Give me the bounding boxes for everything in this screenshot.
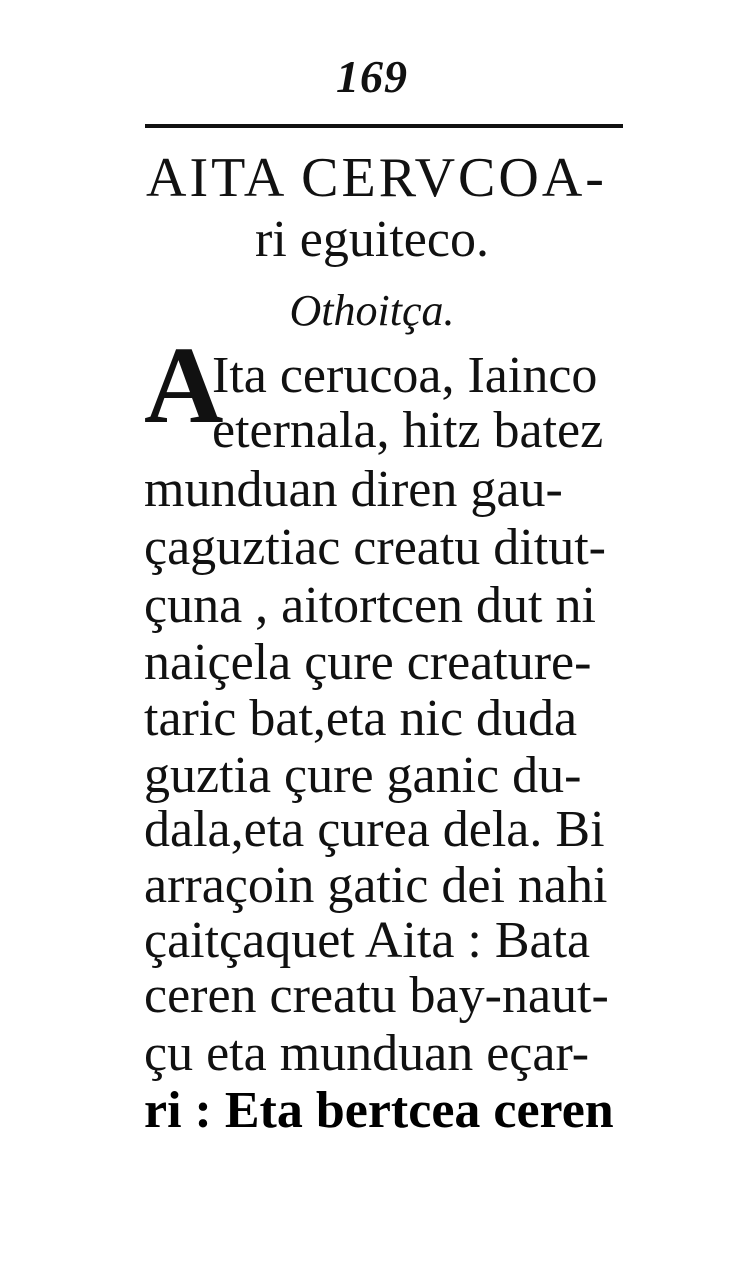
text-line: ceren creatu bay-naut- — [144, 967, 609, 1024]
header-rule — [145, 124, 623, 128]
text-line: munduan diren gau- — [144, 461, 563, 518]
drop-capital: A — [144, 324, 224, 446]
text-line: ri : Eta bertcea ceren — [144, 1082, 614, 1139]
text-line: çaitçaquet Aita : Bata — [144, 912, 591, 969]
text-line: arraçoin gatic dei nahi — [144, 857, 608, 914]
text-line: naiçela çure creature- — [144, 634, 592, 691]
text-line: Ita cerucoa, Iainco — [212, 347, 598, 404]
text-line: çuna , aitortcen dut ni — [144, 577, 596, 634]
section-heading: Othoitça. — [289, 286, 455, 335]
chapter-title-line-2: ri eguiteco. — [255, 211, 489, 268]
text-line: çu eta munduan eçar- — [144, 1025, 590, 1082]
chapter-title-line-1: AITA CERVCOA- — [146, 147, 607, 209]
text-line: guztia çure ganic du- — [144, 747, 582, 804]
text-line: taric bat,eta nic duda — [144, 690, 578, 747]
text-line: çaguztiac creatu ditut- — [144, 519, 606, 576]
text-line: dala,eta çurea dela. Bi — [144, 801, 605, 858]
text-line: eternala, hitz batez — [212, 402, 604, 459]
page-number: 169 — [336, 51, 408, 102]
